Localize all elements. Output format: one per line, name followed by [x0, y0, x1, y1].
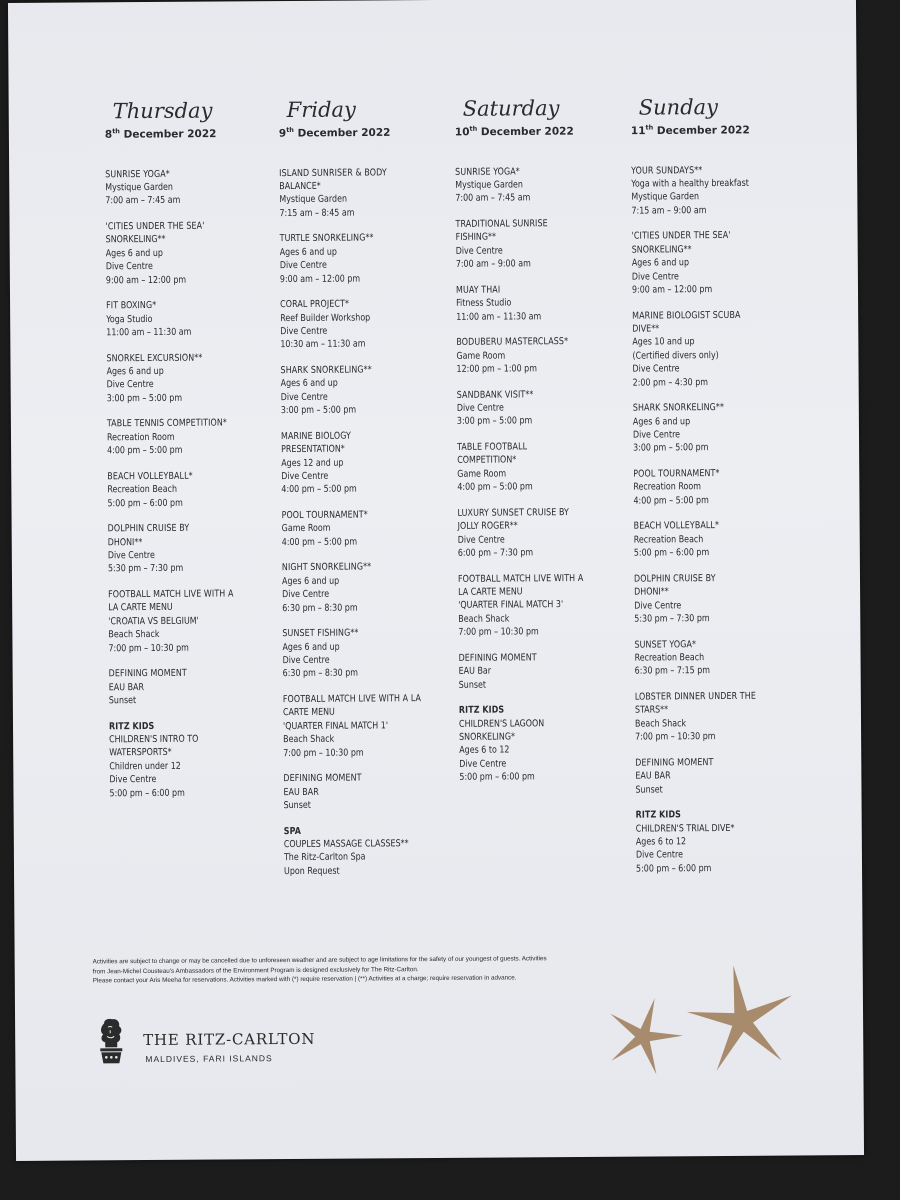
activity-detail: JOLLY ROGER** [457, 520, 518, 533]
activity-entry [634, 637, 802, 678]
activity-detail: 3:00 pm – 5:00 pm [106, 392, 183, 405]
activity-detail: Dive Centre [107, 549, 155, 562]
day-date-number: 10 [454, 126, 470, 139]
activity-detail: Dive Centre [456, 402, 504, 414]
day-date [455, 121, 625, 140]
activity-detail: 3:00 pm – 5:00 pm [280, 404, 357, 417]
activity-detail: Sunset [458, 679, 487, 691]
large-starfish-icon [687, 962, 798, 1085]
activity-detail: Reef Builder Workshop [280, 311, 371, 324]
activity-title: POOL TOURNAMENT* [633, 467, 720, 480]
day-column-thursday [105, 97, 280, 812]
activity-detail: Mystique Garden [455, 179, 523, 191]
activity-title: TABLE FOOTBALL [457, 441, 528, 453]
day-date-suffix: th [645, 123, 654, 132]
activity-detail: 4:00 pm – 5:00 pm [457, 481, 533, 494]
activity-detail: LA CARTE MENU [458, 586, 523, 598]
activity-detail: Sunset [635, 784, 663, 796]
activity-detail: 10:30 am – 11:30 am [280, 338, 366, 351]
activity-entry [635, 755, 803, 796]
activity-detail: Beach Shack [634, 718, 687, 730]
activity-entry [282, 626, 450, 681]
activity-detail: 4:00 pm – 5:00 pm [281, 483, 357, 496]
activity-detail: 6:30 pm – 8:30 pm [282, 602, 358, 614]
activity-detail: Ages 6 and up [279, 246, 337, 258]
activity-detail: 2:00 pm – 4:30 pm [632, 376, 709, 389]
activity-title: SPA [283, 825, 301, 837]
activity-detail: Dive Centre [634, 599, 682, 612]
activity-detail: Dive Centre [455, 245, 503, 257]
activity-title: DOLPHIN CRUISE BY [107, 522, 190, 535]
activity-title: FOOTBALL MATCH LIVE WITH A LA [282, 693, 422, 706]
footnote-line: Please contact your Aris Meeha for reservations. Activities marked with (*) require reservation | (**) Activities at a charge; require reservation in advance. [92, 974, 517, 985]
activity-detail: Ages 6 to 12 [635, 836, 687, 848]
small-starfish-icon [601, 998, 686, 1077]
activity-entry [636, 808, 804, 876]
activity-detail: Dive Centre [281, 470, 329, 483]
activity-detail: Beach Shack [283, 733, 335, 746]
day-date-month-year: December 2022 [119, 128, 217, 141]
activity-detail: 3:00 pm – 5:00 pm [456, 415, 533, 428]
activity-entry [635, 689, 803, 744]
day-date-number: 11 [630, 125, 646, 138]
activity-title: RITZ KIDS [458, 704, 505, 717]
activity-entry [632, 308, 800, 390]
day-date-suffix: th [112, 127, 120, 136]
activity-entry [633, 401, 801, 456]
activity-detail: The Ritz-Carlton Spa [283, 851, 366, 864]
activity-detail: Ages 6 to 12 [459, 744, 510, 757]
activity-detail: Sunset [108, 695, 137, 707]
activity-title: LUXURY SUNSET CRUISE BY [457, 506, 570, 519]
activity-detail: Mystique Garden [105, 181, 173, 194]
activity-detail: WATERSPORTS* [109, 747, 172, 759]
activity-detail: COUPLES MASSAGE CLASSES** [283, 838, 409, 851]
activity-detail: Game Room [456, 350, 506, 362]
activity-detail: 11:00 am – 11:30 am [456, 310, 542, 323]
activity-detail: Mystique Garden [279, 193, 348, 206]
activity-detail: 4:00 pm – 5:00 pm [281, 536, 358, 548]
activity-title: POOL TOURNAMENT* [281, 509, 368, 522]
day-date-suffix: th [469, 124, 478, 133]
activity-detail: 5:00 pm – 6:00 pm [109, 787, 185, 799]
activity-title: YOUR SUNDAYS** [631, 164, 703, 177]
activity-entry [457, 505, 625, 560]
activity-entry [283, 692, 451, 760]
activity-title: BODUBERU MASTERCLASS* [456, 336, 569, 348]
activity-detail: LA CARTE MENU [108, 602, 173, 614]
activity-detail: 7:00 pm – 10:30 pm [458, 626, 539, 639]
activity-title: NIGHT SNORKELING** [281, 561, 372, 574]
activity-title: TRADITIONAL SUNRISE [455, 218, 548, 230]
activity-entry [280, 363, 448, 418]
activity-entry [280, 231, 448, 286]
activity-detail: EAU BAR [283, 786, 319, 798]
activity-entry [109, 719, 277, 801]
activity-entry [457, 440, 625, 495]
activity-detail: 7:15 am – 8:45 am [279, 207, 355, 219]
activity-entry [459, 703, 627, 785]
activity-entry [459, 650, 627, 691]
activity-detail: 9:00 am – 12:00 pm [105, 274, 187, 286]
activity-title: SUNSET YOGA* [634, 638, 697, 651]
activity-detail: (Certified divers only) [632, 349, 719, 362]
activity-entry [457, 387, 625, 428]
activity-detail: Sunset [283, 799, 311, 812]
activity-title: DEFINING MOMENT [458, 652, 537, 664]
activity-detail: Dive Centre [457, 534, 505, 546]
activity-detail: EAU BAR [635, 770, 671, 782]
activity-title: 'CITIES UNDER THE SEA' [631, 230, 731, 242]
day-heading: Saturday [462, 96, 560, 121]
activity-sheet [8, 0, 864, 1161]
activity-title: SUNSET FISHING** [282, 627, 359, 640]
activity-detail: Beach Shack [108, 629, 160, 641]
activity-title: ISLAND SUNRISER & BODY [279, 166, 387, 179]
activity-entry [456, 335, 624, 376]
activity-detail: Dive Centre [282, 588, 330, 601]
activity-detail: Yoga with a healthy breakfast [631, 177, 749, 190]
brand-subtitle: MALDIVES, FARI ISLANDS [145, 1053, 273, 1065]
activity-detail: 7:00 am – 7:45 am [455, 192, 531, 205]
activity-detail: Dive Centre [280, 325, 328, 338]
activity-entry [281, 429, 449, 497]
activity-detail: 7:00 pm – 10:30 pm [283, 747, 364, 759]
activity-detail: Recreation Beach [107, 483, 178, 496]
day-heading: Friday [286, 97, 356, 123]
activity-detail: Recreation Beach [633, 533, 704, 546]
activity-detail: Game Room [281, 523, 331, 535]
activity-detail: CARTE MENU [282, 707, 335, 719]
day-heading: Thursday [112, 98, 213, 124]
activity-detail: CHILDREN'S LAGOON [458, 717, 545, 730]
day-date-number: 8 [104, 128, 113, 141]
activity-detail: Dive Centre [106, 379, 154, 391]
activity-title: SANDBANK VISIT** [456, 388, 534, 401]
activity-title: DEFINING MOMENT [283, 772, 362, 785]
day-column-sunday [631, 93, 807, 888]
activity-entry [280, 297, 448, 352]
activity-detail: Mystique Garden [631, 191, 700, 203]
activity-detail: 7:00 pm – 10:30 pm [108, 642, 189, 654]
activity-detail: PRESENTATION* [281, 443, 345, 456]
activity-entry [455, 217, 623, 272]
activity-title: MUAY THAI [455, 284, 501, 296]
activity-detail: 4:00 pm – 5:00 pm [107, 444, 183, 457]
activity-detail: Game Room [457, 468, 507, 480]
activity-entry [105, 219, 273, 287]
activity-detail: Dive Centre [109, 774, 157, 786]
activity-detail: BALANCE* [279, 180, 321, 192]
activity-entry [109, 666, 277, 707]
activity-detail: Dive Centre [635, 849, 683, 862]
activity-entry [283, 771, 451, 812]
activity-entry [108, 587, 276, 655]
activity-detail: Dive Centre [631, 270, 679, 283]
activity-entry [108, 521, 276, 576]
activity-detail: 5:00 pm – 6:00 pm [459, 771, 535, 784]
activity-detail: 6:00 pm – 7:30 pm [457, 547, 534, 559]
activity-entry [107, 469, 275, 510]
activity-title: DEFINING MOMENT [108, 667, 187, 680]
activity-entry [632, 229, 800, 297]
activity-detail: Ages 12 and up [281, 457, 344, 469]
activity-detail: 9:00 am – 12:00 pm [631, 284, 713, 296]
activity-detail: Dive Centre [632, 363, 680, 375]
activity-entry [631, 163, 799, 218]
activity-title: TABLE TENNIS COMPETITION* [106, 417, 228, 430]
activity-title: LOBSTER DINNER UNDER THE [634, 690, 756, 703]
activity-detail: DIVE** [632, 323, 660, 335]
activity-detail: 7:15 am – 9:00 am [631, 204, 707, 217]
activity-detail: Dive Centre [105, 261, 153, 273]
activity-detail: 7:00 pm – 10:30 pm [635, 731, 716, 743]
activity-title: SHARK SNORKELING** [632, 402, 725, 414]
activity-title: BEACH VOLLEYBALL* [633, 520, 720, 532]
activity-detail: Ages 6 and up [282, 641, 340, 653]
activity-entry [456, 282, 624, 323]
day-column-saturday [455, 95, 630, 797]
activity-detail: SNORKELING** [631, 243, 692, 256]
footnote [93, 954, 633, 986]
activity-detail: 5:00 pm – 6:00 pm [107, 497, 183, 509]
activity-detail: 5:00 pm – 6:00 pm [633, 547, 710, 559]
day-date-month-year: December 2022 [293, 126, 391, 140]
activity-detail: 5:00 pm – 6:00 pm [635, 862, 712, 875]
day-date [631, 119, 801, 138]
activity-title: SUNRISE YOGA* [105, 168, 170, 180]
activity-detail: Yoga Studio [106, 313, 153, 325]
activity-detail: Dive Centre [280, 391, 328, 403]
day-heading: Sunday [638, 95, 719, 120]
activity-detail: Recreation Room [633, 481, 701, 493]
activity-detail: 4:00 pm – 5:00 pm [633, 494, 709, 507]
activity-detail: CHILDREN'S TRIAL DIVE* [635, 822, 735, 835]
activity-entry [455, 164, 623, 205]
activity-detail: Ages 10 and up [632, 336, 695, 348]
activity-detail: Beach Shack [458, 613, 510, 625]
activity-detail: 9:00 am – 12:00 pm [279, 273, 361, 285]
footnote-line: from Jean-Michel Cousteau's Ambassadors of the Environment Program is designed exclusively for The Ritz-Carlton. [92, 965, 419, 975]
activity-detail: 5:30 pm – 7:30 pm [634, 613, 710, 625]
activity-entry [106, 298, 274, 339]
activity-title: 'CITIES UNDER THE SEA' [105, 220, 205, 233]
activity-entry [105, 167, 273, 208]
activity-detail: 6:30 pm – 8:30 pm [282, 667, 359, 680]
activity-detail: Ages 6 and up [632, 415, 691, 428]
activity-detail: Ages 6 and up [105, 247, 163, 260]
activity-detail: 'CROATIA VS BELGIUM' [108, 615, 199, 628]
day-column-friday [279, 96, 455, 891]
activity-detail: STARS** [634, 704, 669, 717]
activity-detail: DHONI** [634, 586, 669, 598]
activity-title: TURTLE SNORKELING** [279, 232, 374, 245]
activity-title: SHARK SNORKELING** [280, 364, 372, 377]
brand-name: THE RITZ-CARLTON [143, 1029, 316, 1050]
activity-detail: Ages 6 and up [106, 365, 164, 378]
activity-detail: 7:00 am – 7:45 am [105, 195, 181, 207]
activity-detail: EAU BAR [108, 681, 145, 693]
activity-entry [633, 466, 801, 507]
day-date-month-year: December 2022 [477, 125, 574, 139]
activity-detail: Recreation Beach [634, 652, 705, 664]
activity-title: FIT BOXING* [106, 300, 157, 312]
activity-detail: Dive Centre [279, 259, 327, 272]
day-date [279, 122, 449, 141]
activity-title: DOLPHIN CRUISE BY [633, 572, 716, 585]
activity-detail: 12:00 pm – 1:00 pm [456, 363, 537, 375]
day-date-number: 9 [278, 127, 287, 140]
lion-crest-icon [95, 1017, 127, 1065]
activity-entry [284, 824, 452, 879]
activity-detail: Dive Centre [459, 758, 507, 770]
activity-entry [282, 508, 450, 549]
activity-title: MARINE BIOLOGY [280, 430, 351, 442]
activity-detail: Fitness Studio [456, 297, 512, 309]
day-date-suffix: th [286, 125, 294, 135]
activity-title: RITZ KIDS [635, 809, 682, 821]
activity-title: SNORKEL EXCURSION** [106, 352, 203, 364]
activity-title: CORAL PROJECT* [280, 298, 350, 311]
activity-detail: Ages 6 and up [281, 575, 340, 587]
activity-detail: 'QUARTER FINAL MATCH 1' [282, 720, 389, 732]
activity-detail: 'QUARTER FINAL MATCH 3' [458, 599, 564, 612]
activity-entry [634, 571, 802, 626]
activity-title: MARINE BIOLOGIST SCUBA [632, 309, 741, 322]
day-date-month-year: December 2022 [653, 124, 750, 137]
activity-detail: Upon Request [283, 865, 340, 877]
activity-title: RITZ KIDS [108, 720, 155, 732]
activity-detail: Ages 6 and up [280, 378, 338, 390]
activity-title: SUNRISE YOGA* [455, 165, 520, 178]
activity-detail: Recreation Room [106, 431, 175, 444]
activity-title: FOOTBALL MATCH LIVE WITH A [457, 572, 584, 585]
activity-detail: SNORKELING** [105, 234, 166, 246]
activity-detail: 6:30 pm – 7:15 pm [634, 665, 711, 678]
activity-detail: CHILDREN'S INTRO TO [109, 733, 199, 746]
activity-detail: 3:00 pm – 5:00 pm [633, 442, 709, 454]
day-date [105, 123, 275, 142]
activity-detail: DHONI** [107, 536, 143, 548]
footnote-line: Activities are subject to change or may be cancelled due to unforeseen weather and are subject to age limitations for the safety of our youngest of guests. Activities [92, 955, 547, 966]
activity-title: BEACH VOLLEYBALL* [107, 470, 193, 483]
activity-detail: SNORKELING* [459, 731, 516, 743]
activity-detail: 11:00 am – 11:30 am [106, 326, 192, 339]
activity-detail: EAU Bar [458, 665, 492, 678]
activity-entry [634, 519, 802, 560]
activity-title: DEFINING MOMENT [635, 756, 714, 769]
activity-title: FOOTBALL MATCH LIVE WITH A [108, 588, 234, 601]
activity-entry [458, 571, 626, 639]
activity-detail: Ages 6 and up [631, 257, 690, 269]
activity-detail: Dive Centre [632, 429, 681, 441]
activity-detail: Children under 12 [109, 760, 181, 773]
activity-detail: Dive Centre [282, 654, 330, 667]
activity-entry [106, 351, 274, 406]
activity-detail: 7:00 am – 9:00 am [455, 258, 531, 270]
activity-entry [279, 165, 447, 220]
schedule-columns [8, 0, 856, 877]
activity-entry [107, 416, 275, 457]
activity-entry [282, 560, 450, 615]
activity-detail: FISHING** [455, 231, 496, 244]
activity-detail: 5:30 pm – 7:30 pm [107, 563, 184, 575]
activity-detail: COMPETITION* [457, 454, 517, 467]
